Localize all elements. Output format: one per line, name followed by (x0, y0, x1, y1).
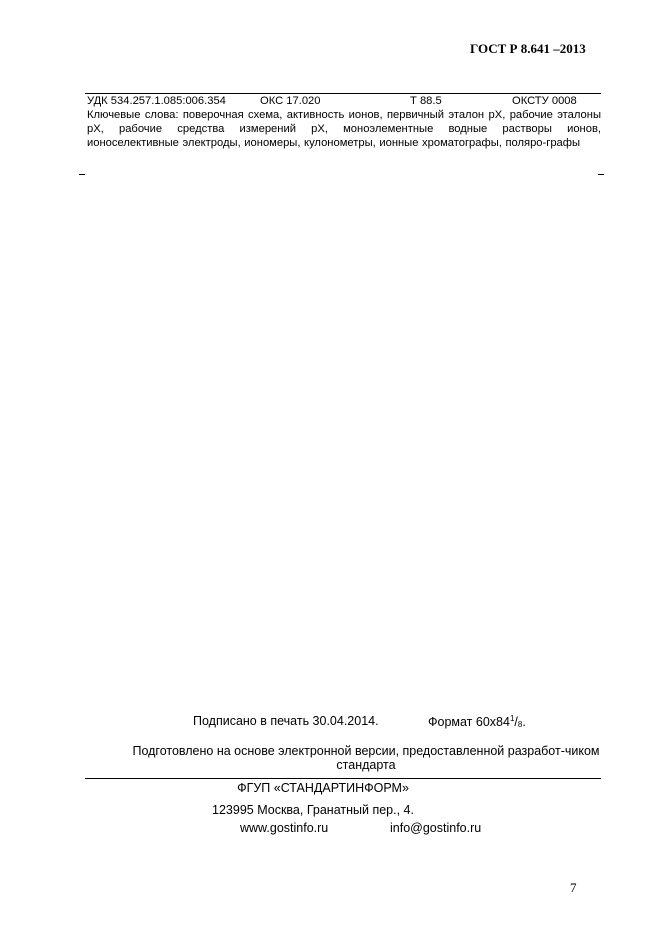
format-slash: / (514, 715, 518, 729)
udk-code: УДК 534.257.1.085:006.354 (87, 95, 226, 107)
standard-id-header: ГОСТ Р 8.641 –2013 (470, 41, 586, 56)
classification-codes-row (85, 94, 601, 108)
left-bracket-mark (79, 174, 85, 175)
signed-date: Подписано в печать 30.04.2014. (193, 714, 379, 728)
format-prefix: Формат 60х84 (428, 715, 510, 729)
publisher-email: info@gostinfo.ru (390, 821, 482, 835)
publisher-name: ФГУП «СТАНДАРТИНФОРМ» (237, 781, 409, 795)
publisher-website: www.gostinfo.ru (240, 821, 329, 835)
t-code: Т 88.5 (410, 95, 442, 107)
right-bracket-mark (598, 174, 604, 175)
classification-block (85, 94, 601, 150)
format-denominator: 8 (517, 720, 523, 729)
publisher-address: 123995 Москва, Гранатный пер., 4. (212, 803, 414, 817)
format-info (428, 714, 526, 729)
okstu-code: ОКСТУ 0008 (512, 95, 577, 107)
prepared-note: Подготовлено на основе электронной версии, предоставленной разработ-чиком стандарта (132, 744, 600, 772)
format-numerator: 1 (509, 714, 515, 723)
keywords-text: Ключевые слова: поверочная схема, активность ионов, первичный эталон рХ, рабочие эталоны рХ, рабочие средства измерений рХ, моноэлементные водные растворы ионов, ионоселективные электроды, иономеры, кулонометры, ионные хроматографы, поляро-графы (87, 109, 601, 149)
oks-code: ОКС 17.020 (260, 95, 321, 107)
imprint-divider (85, 778, 601, 779)
page-number: 7 (570, 880, 577, 895)
format-suffix: . (522, 715, 526, 729)
